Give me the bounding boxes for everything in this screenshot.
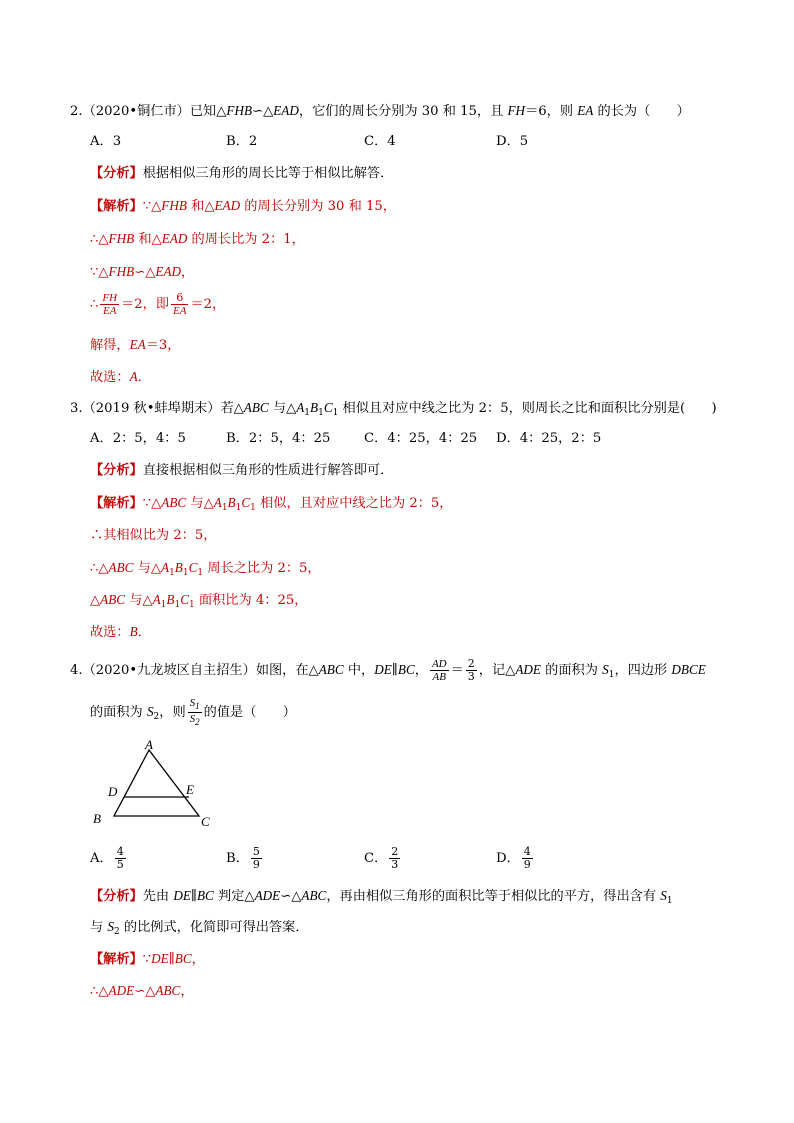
label-c: C <box>201 814 210 829</box>
q4-analysis-line-2: 与 $S_2$ 的比例式，化简即可得出答案． <box>90 919 309 937</box>
q4-solution-line-1: 【解析】∵DE∥BC， <box>90 951 205 967</box>
label-a: A <box>145 737 153 752</box>
q2-solution-line-4: ∴ $\frac{FH}{EA}$ ＝2，即 $\frac{6}{EA}$ ＝2， <box>90 291 226 317</box>
q2-analysis: 【分析】根据相似三角形的周长比等于相似比解答． <box>90 166 394 181</box>
q2-solution-line-5: 解得，EA＝3， <box>90 337 181 353</box>
triangle-figure <box>86 736 226 832</box>
q4-stem-line-1: 4.（2020•九龙坡区自主招生）如图，在△ABC 中，DE∥BC， $\frac{AD}{AB}$ ＝ $\frac{2}{3}$ ，记△ADE 的面积为 $S_1$，四边形 DBCE <box>70 657 706 683</box>
q4-option-a: A． $\frac{4}{5}$ <box>90 845 124 871</box>
q4-solution-line-2: ∴△ADE∽△ABC， <box>90 983 194 999</box>
q3-option-a: A．2：5，4：5 <box>90 431 186 446</box>
q3-solution-line-5: 故选：B． <box>90 624 151 640</box>
q4-analysis-line-1: 【分析】先由 DE∥BC 判定△ADE∽△ABC，再由相似三角形的面积比等于相似比的平方，得出含有 $S_1$ <box>90 888 673 906</box>
q2-stem: 2.（2020•铜仁市）已知△FHB∽△EAD，它们的周长分别为 30 和 15，且 FH＝6，则 EA 的长为（ ） <box>70 103 690 119</box>
q2-option-d: D．5 <box>496 134 529 149</box>
q2-option-a: A．3 <box>90 134 122 149</box>
q2-option-b: B．2 <box>226 134 258 149</box>
q4-option-c: C． $\frac{2}{3}$ <box>364 845 399 871</box>
q4-option-b: B． $\frac{5}{9}$ <box>226 845 260 871</box>
q2-solution-line-6: 故选：A． <box>90 369 151 385</box>
label-e: E <box>186 782 194 797</box>
q3-option-d: D．4：25，2：5 <box>496 431 602 446</box>
q2-solution-line-3: ∵△FHB∽△EAD， <box>90 264 195 280</box>
q3-solution-line-2: ∴其相似比为 2：5， <box>90 528 217 543</box>
q3-option-b: B．2：5，4：25 <box>226 431 331 446</box>
q3-option-c: C．4：25，4：25 <box>364 431 478 446</box>
q3-analysis: 【分析】直接根据相似三角形的性质进行解答即可． <box>90 463 394 478</box>
q4-stem-line-2: 的面积为 $S_2$，则 $\frac{S_1}{S_2}$ 的值是（ ） <box>90 697 296 727</box>
q3-solution-line-3: ∴△ABC 与$\triangle A_1B_1C_1$ 周长之比为 2：5， <box>90 560 321 578</box>
q4-option-d: D． $\frac{4}{9}$ <box>496 845 531 871</box>
q2-solution-line-2: ∴△FHB 和△EAD 的周长比为 2：1， <box>90 231 305 247</box>
q2-solution-line-1: 【解析】∵△FHB 和△EAD 的周长分别为 30 和 15， <box>90 198 396 214</box>
q2-option-c: C．4 <box>364 134 396 149</box>
q3-solution-line-4: △ABC 与$\triangle A_1B_1C_1$ 面积比为 4：25， <box>90 592 308 610</box>
label-b: B <box>93 811 101 826</box>
q3-solution-line-1: 【解析】∵△ABC 与$\triangle A_1B_1C_1$ 相似，且对应中线之比为 2：5， <box>90 495 453 513</box>
label-d: D <box>108 784 118 799</box>
q3-stem: 3.（2019 秋•蚌埠期末）若△ABC 与$\triangle A_1B_1C_1$ 相似且对应中线之比为 2：5，则周长之比和面积比分别是( ) <box>70 400 717 418</box>
